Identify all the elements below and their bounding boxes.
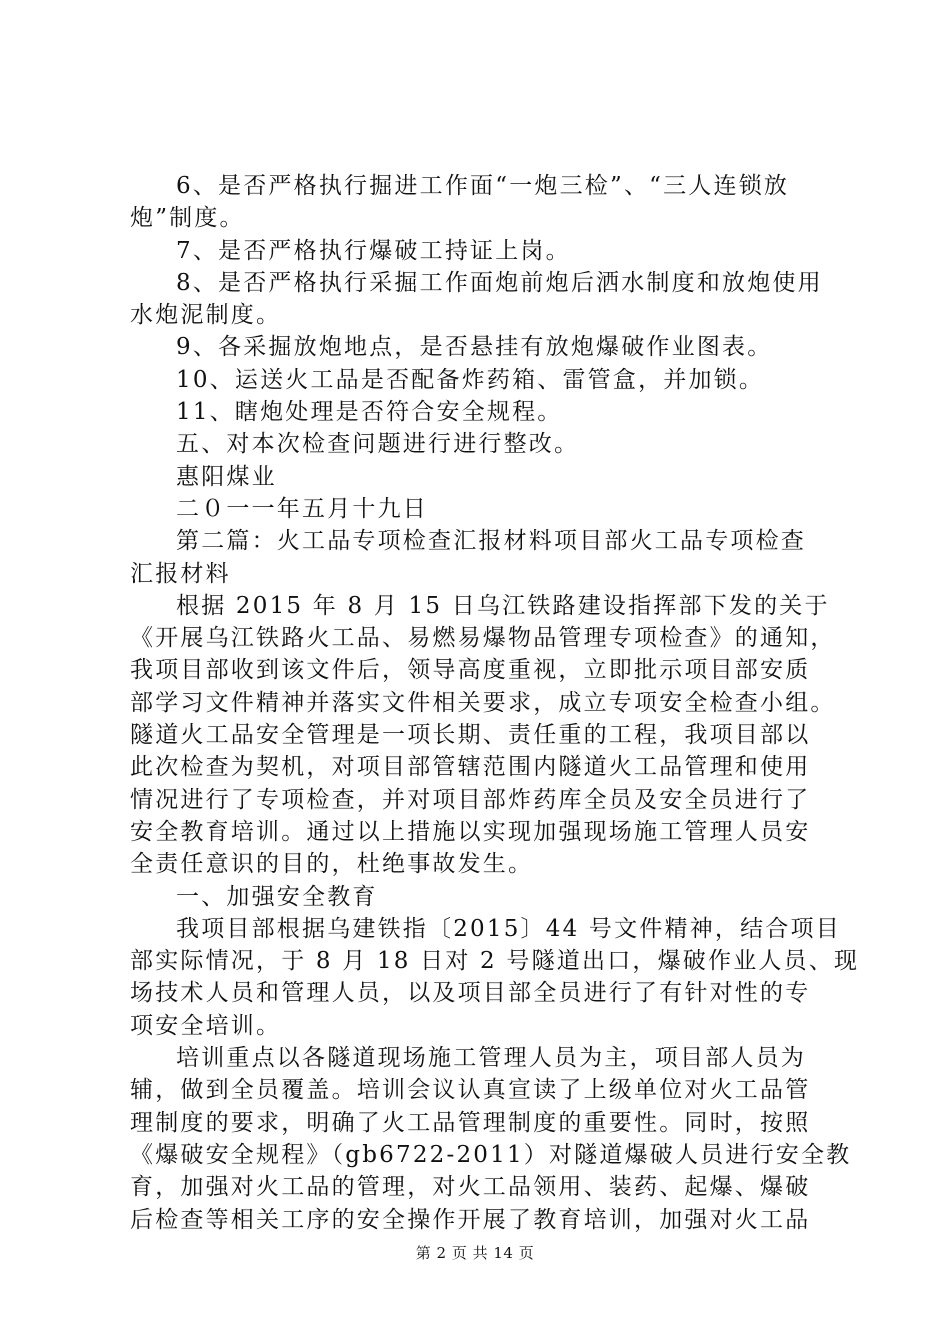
text-line: 培训重点以各隧道现场施工管理人员为主，项目部人员为 — [176, 1045, 806, 1072]
document-body — [130, 170, 860, 1236]
text-line: 《开展乌江铁路火工品、易燃易爆物品管理专项检查》的通知， — [130, 625, 836, 652]
text-line: 育，加强对火工品的管理，对火工品领用、装药、起爆、爆破 — [130, 1174, 811, 1201]
text-line: 根据 2015 年 8 月 15 日乌江铁路建设指挥部下发的关于 — [176, 592, 830, 619]
text-line: 我项目部收到该文件后，领导高度重视，立即批示项目部安质 — [130, 657, 811, 684]
section-heading: 第二篇：火工品专项检查汇报材料项目部火工品专项检查 — [176, 528, 806, 555]
text-line: 辅，做到全员覆盖。培训会议认真宣读了上级单位对火工品管 — [130, 1077, 811, 1104]
text-line: 6、是否严格执行掘进工作面“一炮三检”、“三人连锁放 — [176, 173, 790, 199]
text-line: 安全教育培训。通过以上措施以实现加强现场施工管理人员安 — [130, 818, 811, 845]
text-line: 10、运送火工品是否配备炸药箱、雷管盒，并加锁。 — [176, 366, 765, 393]
text-line: 项安全培训。 — [130, 1012, 282, 1039]
section-heading: 汇报材料 — [130, 560, 231, 587]
page-footer — [0, 1243, 950, 1263]
text-line: 此次检查为契机，对项目部管辖范围内隧道火工品管理和使用 — [130, 754, 811, 781]
text-line: 8、是否严格执行采掘工作面炮前炮后洒水制度和放炮使用 — [176, 269, 823, 296]
subsection-heading: 一、加强安全教育 — [176, 883, 378, 910]
text-line: 我项目部根据乌建铁指〔2015〕44 号文件精神，结合项目 — [176, 915, 841, 942]
text-line: 情况进行了专项检查，并对项目部炸药库全员及安全员进行了 — [130, 786, 811, 813]
text-line: 9、各采掘放炮地点，是否悬挂有放炮爆破作业图表。 — [176, 334, 773, 361]
text-line: 二０一一年五月十九日 — [176, 495, 428, 522]
text-line: 理制度的要求，明确了火工品管理制度的重要性。同时，按照 — [130, 1109, 811, 1136]
text-line: 《爆破安全规程》（gb6722-2011）对隧道爆破人员进行安全教 — [130, 1141, 852, 1168]
text-line: 炮”制度。 — [130, 205, 245, 232]
text-line: 水炮泥制度。 — [130, 302, 282, 329]
text-line: 全责任意识的目的，杜绝事故发生。 — [130, 851, 534, 878]
text-line: 场技术人员和管理人员，以及项目部全员进行了有针对性的专 — [130, 980, 811, 1007]
text-line: 部实际情况，于 8 月 18 日对 2 号隧道出口，爆破作业人员、现 — [130, 948, 860, 975]
text-line: 惠阳煤业 — [176, 463, 277, 490]
page-number-label: 第 2 页 共 14 页 — [415, 1244, 535, 1262]
text-line: 11、瞎炮处理是否符合安全规程。 — [176, 399, 563, 426]
text-line: 部学习文件精神并落实文件相关要求，成立专项安全检查小组。 — [130, 689, 836, 716]
text-line: 五、对本次检查问题进行进行整改。 — [176, 431, 580, 458]
text-line: 隧道火工品安全管理是一项长期、责任重的工程，我项目部以 — [130, 722, 811, 749]
text-line: 后检查等相关工序的安全操作开展了教育培训，加强对火工品 — [130, 1206, 811, 1233]
text-line: 7、是否严格执行爆破工持证上岗。 — [176, 237, 571, 264]
